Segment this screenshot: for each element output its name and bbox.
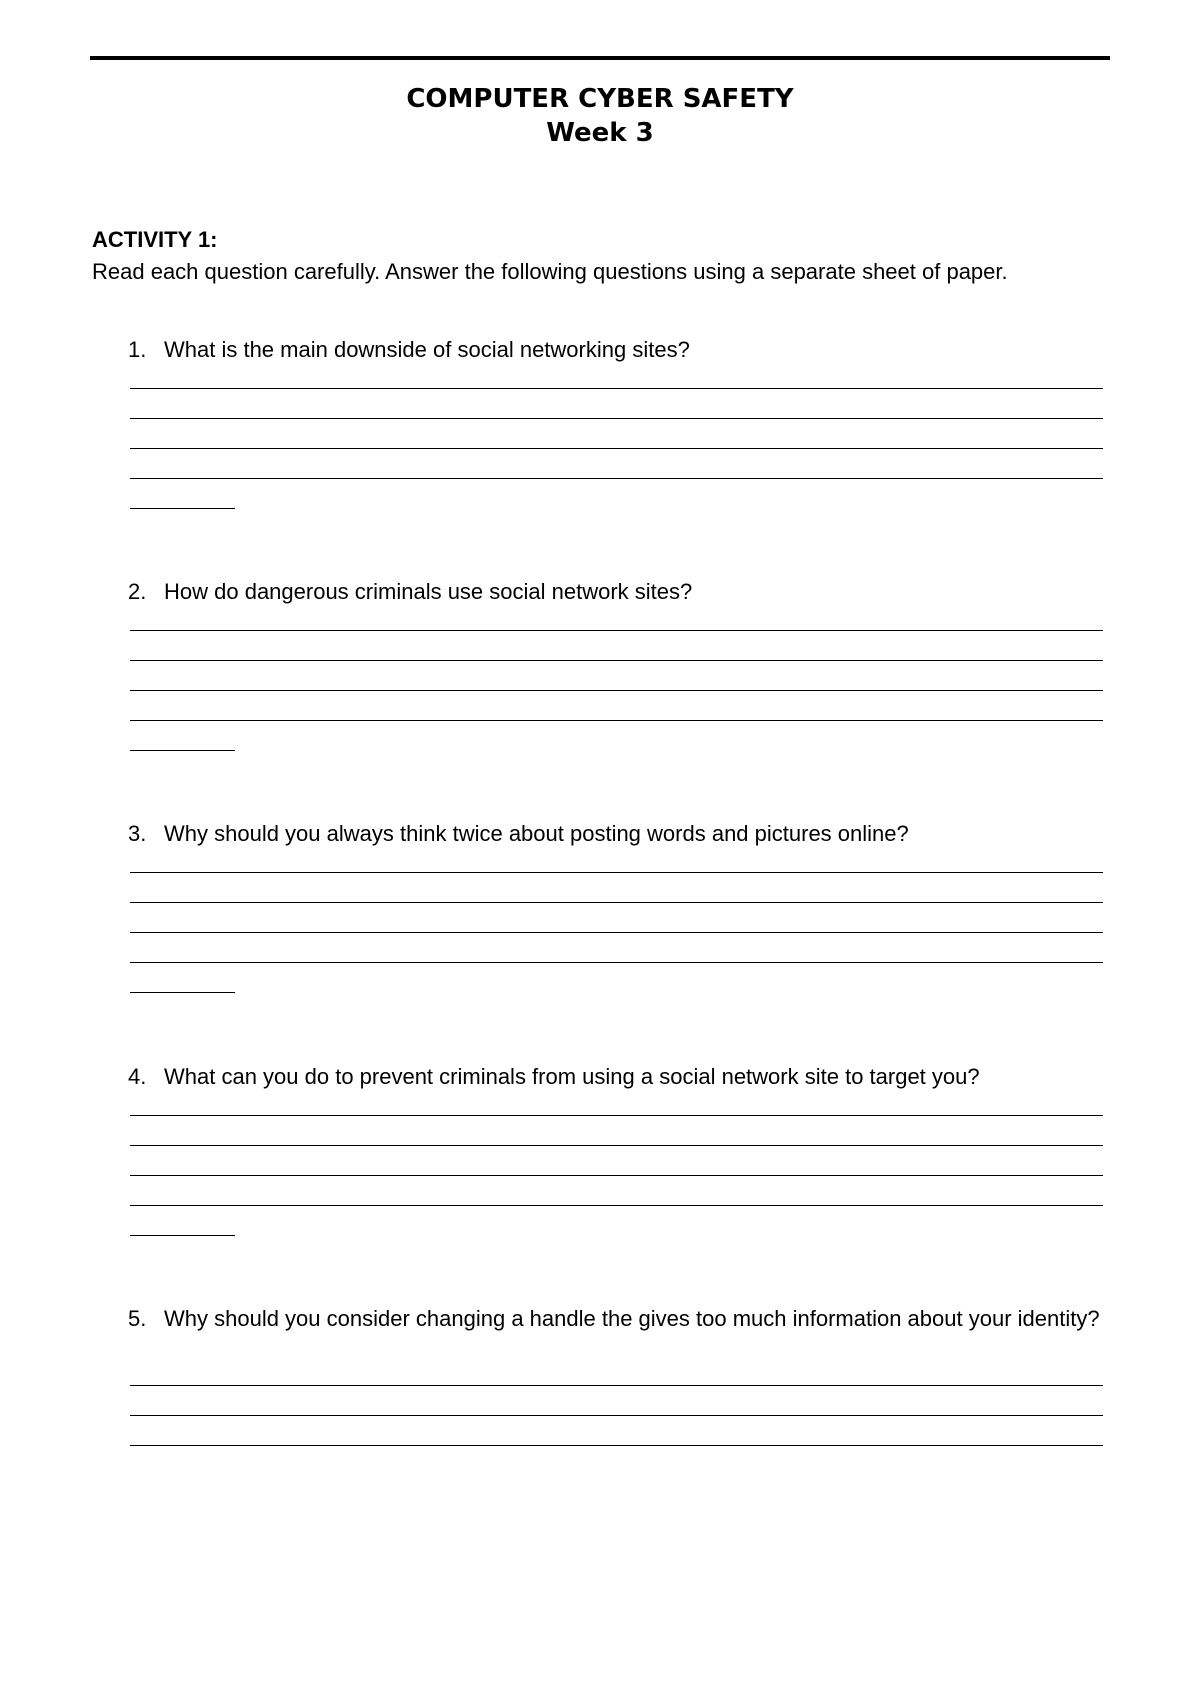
answer-line — [130, 630, 1103, 631]
answer-line — [130, 1385, 1103, 1386]
answer-line — [130, 962, 1103, 963]
answer-line — [130, 1415, 1103, 1416]
answer-line — [130, 1235, 235, 1236]
question-number: 1. — [128, 337, 147, 362]
answer-line — [130, 478, 1103, 479]
answer-line — [130, 660, 1103, 661]
answer-line — [130, 388, 1103, 389]
question-number: 5. — [128, 1306, 147, 1331]
answer-line — [130, 508, 235, 509]
question-text — [128, 820, 1118, 848]
question-body: What is the main downside of social networking sites? — [164, 337, 690, 362]
top-rule — [90, 56, 1110, 60]
answer-line — [130, 932, 1103, 933]
question-text — [128, 336, 1118, 364]
answer-line — [130, 992, 235, 993]
question-body: Why should you consider changing a handle the gives too much information about your identity? — [164, 1306, 1100, 1331]
answer-line — [130, 1115, 1103, 1116]
question-text — [128, 1305, 1118, 1333]
answer-line — [130, 418, 1103, 419]
answer-line — [130, 1175, 1103, 1176]
question-text — [128, 1063, 1118, 1091]
question-number: 3. — [128, 821, 147, 846]
answer-line — [130, 750, 235, 751]
page-title: COMPUTER CYBER SAFETY — [406, 84, 794, 114]
answer-line — [130, 902, 1103, 903]
activity-instructions: Read each question carefully. Answer the following questions using a separate sheet of paper. — [92, 259, 1008, 284]
answer-line — [130, 1205, 1103, 1206]
answer-line — [130, 872, 1103, 873]
answer-line — [130, 690, 1103, 691]
answer-line — [130, 720, 1103, 721]
question-body: How do dangerous criminals use social network sites? — [164, 579, 693, 604]
question-body: What can you do to prevent criminals from using a social network site to target you? — [164, 1064, 980, 1089]
page-subtitle: Week 3 — [546, 118, 654, 148]
answer-line — [130, 1145, 1103, 1146]
question-text — [128, 578, 1118, 606]
answer-line — [130, 448, 1103, 449]
question-number: 4. — [128, 1064, 147, 1089]
question-body: Why should you always think twice about posting words and pictures online? — [164, 821, 909, 846]
question-number: 2. — [128, 579, 147, 604]
activity-label: ACTIVITY 1: — [92, 227, 218, 252]
answer-line — [130, 1445, 1103, 1446]
